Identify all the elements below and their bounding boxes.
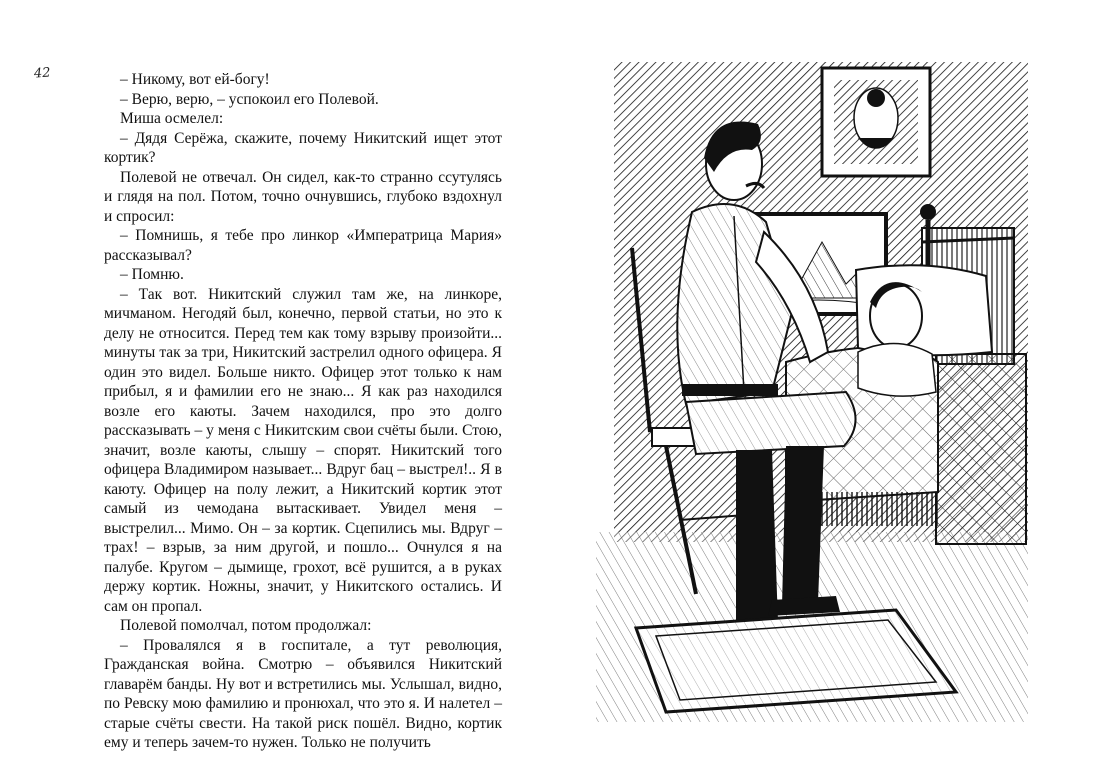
paragraph: – Помню. — [120, 266, 184, 283]
illustration — [596, 62, 1028, 722]
paragraph: – Так вот. Никитский служил там же, на линкоре, мичманом. Негодяй был, конечно, первой статьи, но это к делу не относится. Перед тем как тому взрыву произойти... минуты так за три, Никитский застрелил одного офицера. Я один это видел. Больше никто. Офицер этот только к нам прибыл, я и фамилии его не знаю... Я как раз находился возле его каюты. Зачем находился, про это долго рассказывать – у меня с Никитским свои счёты были. Стою, значит, возле каюты, слышу – спорят. Никитский того офицера Владимиром называет... Вдруг бац – выстрел!.. Я в каюту. Офицер на полу лежит, а Никитский кортик этот самый из чемодана вытаскивает. Увидел меня – выстрелил... Мимо. Он – за кортик. Сцепились мы. Вдруг – трах! – взрыв, за ним другой, и пошло... Очнулся я на палубе. Кругом – дымище, грохот, всё рушится, а в руках держу кортик. Ножны, значит, у Никитского остались. И сам он пропал. — [104, 285, 502, 615]
ink-drawing — [596, 62, 1028, 722]
paragraph: Миша осмелел: — [120, 110, 224, 127]
paragraph: Полевой не отвечал. Он сидел, как-то странно ссутулясь и глядя на пол. Потом, точно очнувшись, глубоко вздохнул и спросил: — [104, 168, 502, 225]
paragraph: – Провалялся я в госпитале, а тут революция, Гражданская война. Смотрю – объявился Никитский главарём банды. Ну вот и встретились мы. Услышал, видно, по Ревску мою фамилию и пронюхал, что это я. И налетел – старые счёты свести. На такой риск пошёл. Видно, кортик ему и теперь зачем-то нужен. Только не получить — [104, 636, 502, 751]
page-number: 42 — [33, 65, 52, 82]
paragraph: – Никому, вот ей-богу! — [120, 71, 270, 88]
paragraph: – Дядя Серёжа, скажите, почему Никитский ищет этот кортик? — [104, 129, 502, 166]
wall-portrait — [822, 68, 930, 176]
text-column — [104, 70, 502, 753]
paragraph: – Помнишь, я тебе про линкор «Императрица Мария» рассказывал? — [104, 227, 502, 264]
paragraph: – Верю, верю, – успокоил его Полевой. — [120, 90, 379, 108]
paragraph: Полевой помолчал, потом продолжал: — [120, 617, 372, 634]
rug — [636, 610, 956, 712]
